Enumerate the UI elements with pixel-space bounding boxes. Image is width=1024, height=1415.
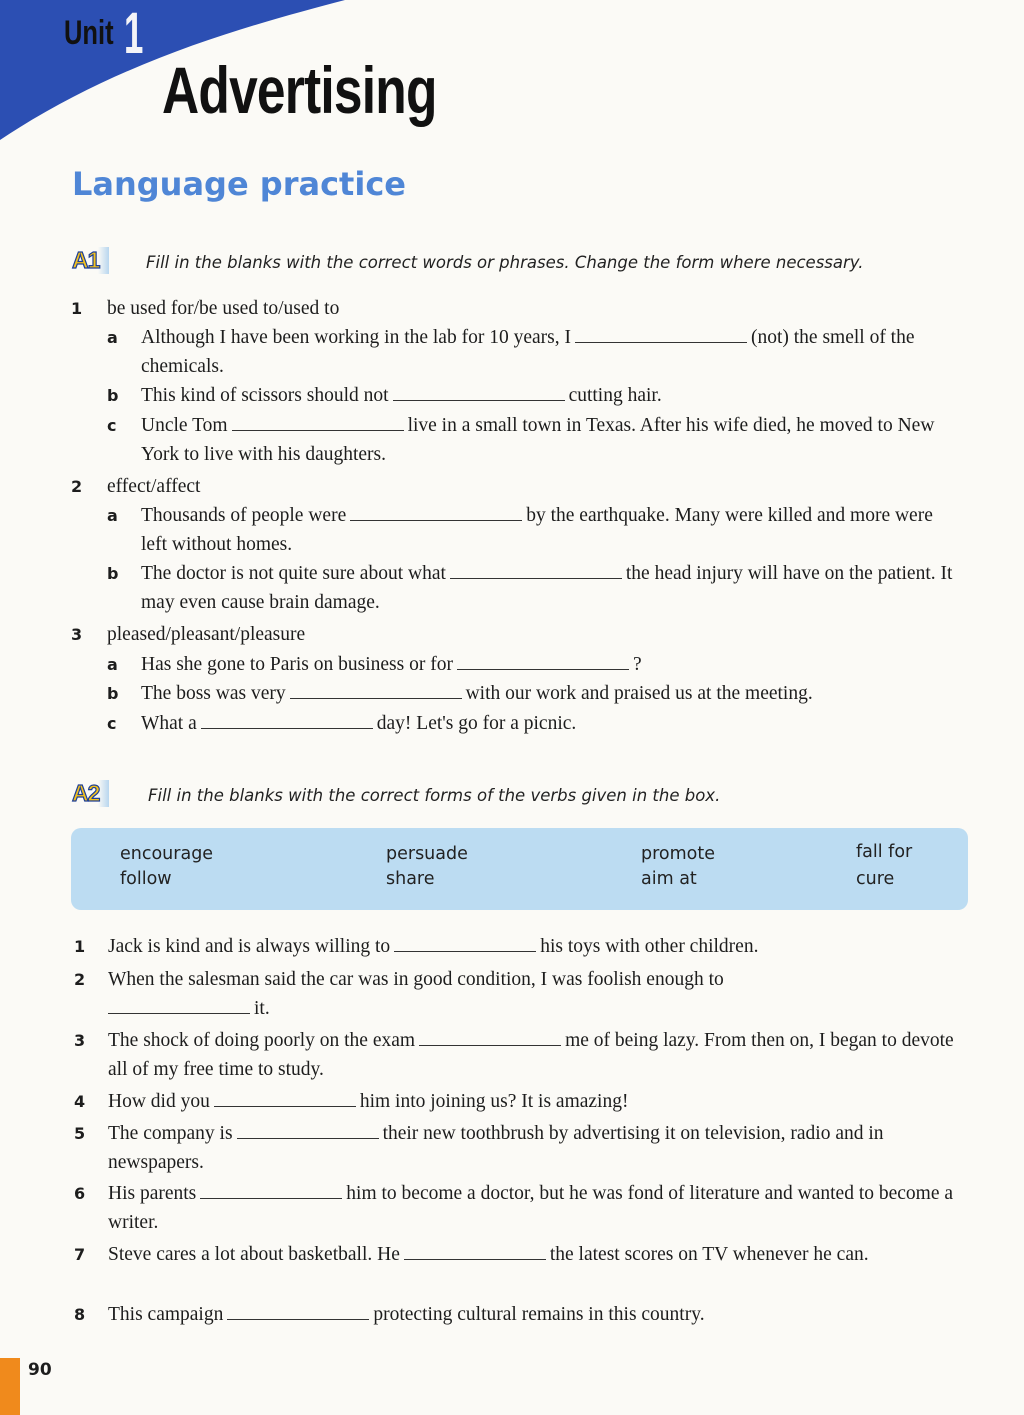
item-text-before: When the salesman said the car was in good condition, I was foolish enough to xyxy=(108,969,724,990)
a1-instruction: Fill in the blanks with the correct words or phrases. Change the form where necessary. xyxy=(146,253,864,272)
item-text-before: What a xyxy=(141,713,197,734)
answer-blank[interactable] xyxy=(419,1027,561,1046)
item-text-before: His parents xyxy=(108,1183,197,1204)
exercise-badge-a2: A2 xyxy=(72,780,109,807)
item-text-after: with our work and praised us at the meeting. xyxy=(465,683,813,704)
item-text-after: him to become a doctor, but he was fond of literature and wanted to become a writer. xyxy=(108,1183,954,1233)
item-letter: b xyxy=(107,386,119,405)
fill-in-item xyxy=(141,411,953,469)
item-text-after: him into joining us? It is amazing! xyxy=(359,1091,629,1112)
unit-label: Unit xyxy=(64,14,114,52)
word-box-item: follow xyxy=(120,869,172,889)
group-number: 2 xyxy=(71,477,83,496)
group-word-options: pleased/pleasant/pleasure xyxy=(107,624,306,645)
answer-blank[interactable] xyxy=(393,382,565,401)
item-letter: c xyxy=(107,416,117,435)
fill-in-item xyxy=(108,1026,966,1084)
item-text-before: This kind of scissors should not xyxy=(141,385,389,406)
item-text-before: Thousands of people were xyxy=(141,505,347,526)
item-number: 3 xyxy=(74,1031,86,1050)
page-marker xyxy=(0,1358,20,1415)
item-number: 1 xyxy=(74,937,86,956)
fill-in-item xyxy=(141,559,953,617)
item-text-before: Although I have been working in the lab for 10 years, I xyxy=(141,327,571,348)
item-number: 7 xyxy=(74,1245,86,1264)
item-text-after: day! Let's go for a picnic. xyxy=(376,713,577,734)
item-text-before: Jack is kind and is always willing to xyxy=(108,936,391,957)
item-letter: a xyxy=(107,328,118,347)
answer-blank[interactable] xyxy=(214,1088,356,1107)
group-number: 1 xyxy=(71,299,83,318)
item-text-after: his toys with other children. xyxy=(540,936,759,957)
fill-in-item xyxy=(141,650,953,679)
item-number: 6 xyxy=(74,1184,86,1203)
item-text-after: ? xyxy=(632,654,642,675)
item-text-after: it. xyxy=(254,998,270,1019)
item-text-before: Uncle Tom xyxy=(141,415,228,436)
fill-in-item xyxy=(108,932,966,961)
group-word-options: effect/affect xyxy=(107,476,201,497)
answer-blank[interactable] xyxy=(394,933,536,952)
item-text-after: (not) the smell of the chemicals. xyxy=(141,327,915,377)
item-text-before: The shock of doing poorly on the exam xyxy=(108,1030,416,1051)
section-heading: Language practice xyxy=(72,165,406,203)
item-text-after: protecting cultural remains in this country. xyxy=(373,1304,705,1325)
word-box-item: share xyxy=(386,869,435,889)
item-text-after: the head injury will have on the patient. It may even cause brain damage. xyxy=(141,563,953,613)
answer-blank[interactable] xyxy=(457,651,629,670)
item-text-after: me of being lazy. From then on, I began to devote all of my free time to study. xyxy=(108,1030,954,1080)
item-number: 5 xyxy=(74,1124,86,1143)
fill-in-item xyxy=(108,1300,966,1329)
answer-blank[interactable] xyxy=(227,1301,369,1320)
item-text-before: The company is xyxy=(108,1123,233,1144)
item-letter: c xyxy=(107,714,117,733)
item-text-before: The boss was very xyxy=(141,683,286,704)
group-number: 3 xyxy=(71,625,83,644)
fill-in-item xyxy=(141,381,953,410)
item-number: 4 xyxy=(74,1092,86,1111)
fill-in-item xyxy=(108,1179,966,1237)
word-box-item: promote xyxy=(641,844,716,864)
answer-blank[interactable] xyxy=(200,1180,342,1199)
word-box-item: aim at xyxy=(641,869,697,889)
answer-blank[interactable] xyxy=(232,412,404,431)
word-box-item: cure xyxy=(856,869,895,889)
fill-in-item xyxy=(108,1087,966,1116)
item-text-before: Steve cares a lot about basketball. He xyxy=(108,1244,400,1265)
answer-blank[interactable] xyxy=(237,1120,379,1139)
answer-blank[interactable] xyxy=(108,995,250,1014)
exercise-badge-a1: A1 xyxy=(72,247,109,274)
page-number: 90 xyxy=(28,1360,52,1380)
item-number: 2 xyxy=(74,970,86,989)
item-text-after: by the earthquake. Many were killed and more were left without homes. xyxy=(141,505,933,555)
item-text-after: cutting hair. xyxy=(568,385,662,406)
fill-in-item xyxy=(108,1240,966,1269)
answer-blank[interactable] xyxy=(404,1241,546,1260)
word-box-item: fall for xyxy=(856,842,913,862)
item-letter: b xyxy=(107,684,119,703)
item-number: 8 xyxy=(74,1305,86,1324)
answer-blank[interactable] xyxy=(450,560,622,579)
item-letter: b xyxy=(107,564,119,583)
group-word-options: be used for/be used to/used to xyxy=(107,298,340,319)
answer-blank[interactable] xyxy=(350,502,522,521)
fill-in-item xyxy=(108,1119,966,1177)
item-text-before: The doctor is not quite sure about what xyxy=(141,563,446,584)
a2-instruction: Fill in the blanks with the correct forms of the verbs given in the box. xyxy=(148,786,721,805)
word-box-item: persuade xyxy=(386,844,468,864)
answer-blank[interactable] xyxy=(201,710,373,729)
fill-in-item xyxy=(141,679,953,708)
answer-blank[interactable] xyxy=(290,680,462,699)
fill-in-item xyxy=(108,965,888,1023)
fill-in-item xyxy=(141,501,953,559)
page-title: Advertising xyxy=(162,53,437,127)
item-text-after: live in a small town in Texas. After his wife died, he moved to New York to live with his daughters. xyxy=(141,415,935,465)
item-letter: a xyxy=(107,506,118,525)
fill-in-item xyxy=(141,709,953,738)
word-box-item: encourage xyxy=(120,844,214,864)
answer-blank[interactable] xyxy=(575,324,747,343)
unit-number: 1 xyxy=(124,1,144,66)
word-box xyxy=(71,828,968,910)
item-text-after: the latest scores on TV whenever he can. xyxy=(549,1244,869,1265)
item-text-before: This campaign xyxy=(108,1304,224,1325)
item-letter: a xyxy=(107,655,118,674)
item-text-after: their new toothbrush by advertising it on television, radio and in newspapers. xyxy=(108,1123,884,1173)
item-text-before: Has she gone to Paris on business or for xyxy=(141,654,453,675)
item-text-before: How did you xyxy=(108,1091,210,1112)
fill-in-item xyxy=(141,323,953,381)
